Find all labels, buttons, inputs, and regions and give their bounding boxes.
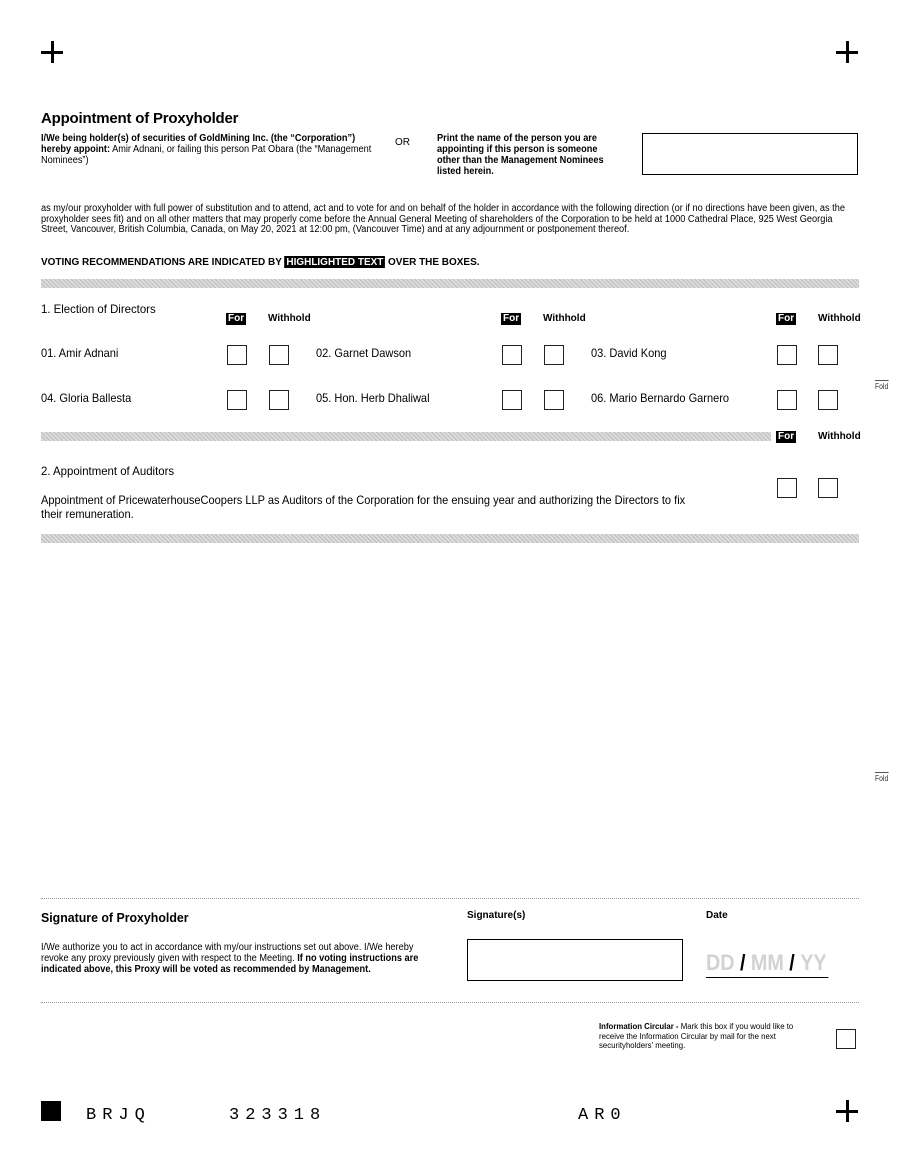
registration-mark-bottom-right xyxy=(836,1100,858,1122)
date-label: Date xyxy=(706,910,728,921)
registration-mark-top-left xyxy=(41,41,63,63)
nominee-03-for-checkbox[interactable] xyxy=(777,345,797,365)
auditors-withhold-checkbox[interactable] xyxy=(818,478,838,498)
date-dd: DD xyxy=(706,950,735,975)
auditors-for-checkbox[interactable] xyxy=(777,478,797,498)
for-label-col1: For xyxy=(228,313,245,324)
appointment-title: Appointment of Proxyholder xyxy=(41,110,239,127)
signature-bottom-rule xyxy=(41,1002,859,1003)
print-name-instructions: Print the name of the person you are appointing if this person is someone other than the Management Nominees listed herein. xyxy=(437,133,604,177)
voting-rec-highlight: HIGHLIGHTED TEXT xyxy=(286,256,384,268)
appointment-intro-bold: I/We being holder(s) of securities of GoldMining Inc. (the “Corporation”) hereby appoint: xyxy=(41,133,356,155)
date-mm: MM xyxy=(750,950,784,975)
date-yy: YY xyxy=(800,950,827,975)
footer-code-2: 323318 xyxy=(229,1106,327,1125)
fold-mark-lower: Fold xyxy=(875,774,889,783)
info-circular-label-bold: Information Circular - xyxy=(599,1021,679,1031)
section-divider xyxy=(41,432,771,441)
signature-text-plain: I/We authorize you to act in accordance with my/our instructions set out above. I/We hereby revoke any proxy previously given with respect to the Meeting. xyxy=(41,942,414,964)
section-divider xyxy=(41,534,859,543)
footer-code-3: AR0 xyxy=(578,1106,627,1125)
registration-mark-top-right xyxy=(836,41,858,63)
for-label-auditors: For xyxy=(778,431,795,442)
auditors-text: Appointment of PricewaterhouseCoopers LLP as Auditors of the Corporation for the ensuing year and authorizing the Directors to fix their remuneration. xyxy=(41,493,686,521)
info-circular-label-rest: Mark this box if you would like to receive the Information Circular by mail for the next securityholders' meeting. xyxy=(599,1021,794,1050)
signature-label: Signature(s) xyxy=(467,910,526,921)
withhold-label-col3: Withhold xyxy=(818,313,861,324)
nominee-06-withhold-checkbox[interactable] xyxy=(818,390,838,410)
appointment-body-text: as my/our proxyholder with full power of substitution and to attend, act and to vote for and on behalf of the holder in accordance with the following direction (or if no directions have been given, as the proxyholder sees fit) and on all other matters that may properly come before the Annual General Meeting of shareholders of the Corporation to be held at 1000 Cathedral Place, 925 West Georgia Street, Vancouver, British Columbia, Canada, on May 20, 2021 at 12:00 pm, (Vancouver Time) and at any adjournment or postponement thereof. xyxy=(41,203,845,235)
nominee-06-name: 06. Mario Bernardo Garnero xyxy=(591,391,730,405)
date-separator: / xyxy=(740,950,746,975)
nominee-05-withhold-checkbox[interactable] xyxy=(544,390,564,410)
info-circular-checkbox[interactable] xyxy=(836,1029,856,1049)
footer-marker-square xyxy=(41,1101,61,1121)
nominee-03-name: 03. David Kong xyxy=(591,346,667,360)
withhold-label-col2: Withhold xyxy=(543,313,586,324)
nominee-06-for-checkbox[interactable] xyxy=(777,390,797,410)
signature-input[interactable] xyxy=(467,939,683,981)
signature-text-bold: If no voting instructions are indicated above, this Proxy will be voted as recommended by Management. xyxy=(41,953,419,975)
voting-rec-after: OVER THE BOXES. xyxy=(385,256,480,268)
nominee-05-name: 05. Hon. Herb Dhaliwal xyxy=(316,391,430,405)
date-separator: / xyxy=(789,950,795,975)
section-divider xyxy=(41,279,859,288)
signature-top-rule xyxy=(41,898,859,899)
signature-title: Signature of Proxyholder xyxy=(41,910,189,925)
withhold-label-col1: Withhold xyxy=(268,313,311,324)
withhold-label-auditors: Withhold xyxy=(818,431,861,442)
nominee-04-name: 04. Gloria Ballesta xyxy=(41,391,132,405)
nominee-04-withhold-checkbox[interactable] xyxy=(269,390,289,410)
auditors-heading: 2. Appointment of Auditors xyxy=(41,464,175,478)
appointment-intro xyxy=(41,133,372,166)
nominee-04-for-checkbox[interactable] xyxy=(227,390,247,410)
proxyholder-name-input[interactable] xyxy=(642,133,858,175)
signature-authorization-text xyxy=(41,942,441,975)
footer-code-1: BRJQ xyxy=(86,1106,151,1125)
directors-heading: 1. Election of Directors xyxy=(41,302,156,316)
fold-mark-upper: Fold xyxy=(875,382,889,391)
nominee-02-for-checkbox[interactable] xyxy=(502,345,522,365)
info-circular-text xyxy=(599,1022,811,1051)
nominee-01-withhold-checkbox[interactable] xyxy=(269,345,289,365)
nominee-02-name: 02. Garnet Dawson xyxy=(316,346,412,360)
nominee-01-for-checkbox[interactable] xyxy=(227,345,247,365)
voting-recommendations xyxy=(41,256,479,268)
voting-rec-before: VOTING RECOMMENDATIONS ARE INDICATED BY xyxy=(41,256,285,268)
nominee-02-withhold-checkbox[interactable] xyxy=(544,345,564,365)
nominee-03-withhold-checkbox[interactable] xyxy=(818,345,838,365)
for-label-col2: For xyxy=(503,313,520,324)
or-label: OR xyxy=(395,137,410,148)
nominee-05-for-checkbox[interactable] xyxy=(502,390,522,410)
for-label-col3: For xyxy=(778,313,795,324)
date-input[interactable] xyxy=(706,950,828,978)
nominee-01-name: 01. Amir Adnani xyxy=(41,346,119,360)
appointment-intro-rest: Amir Adnani, or failing this person Pat Obara (the “Management Nominees”) xyxy=(41,144,372,166)
